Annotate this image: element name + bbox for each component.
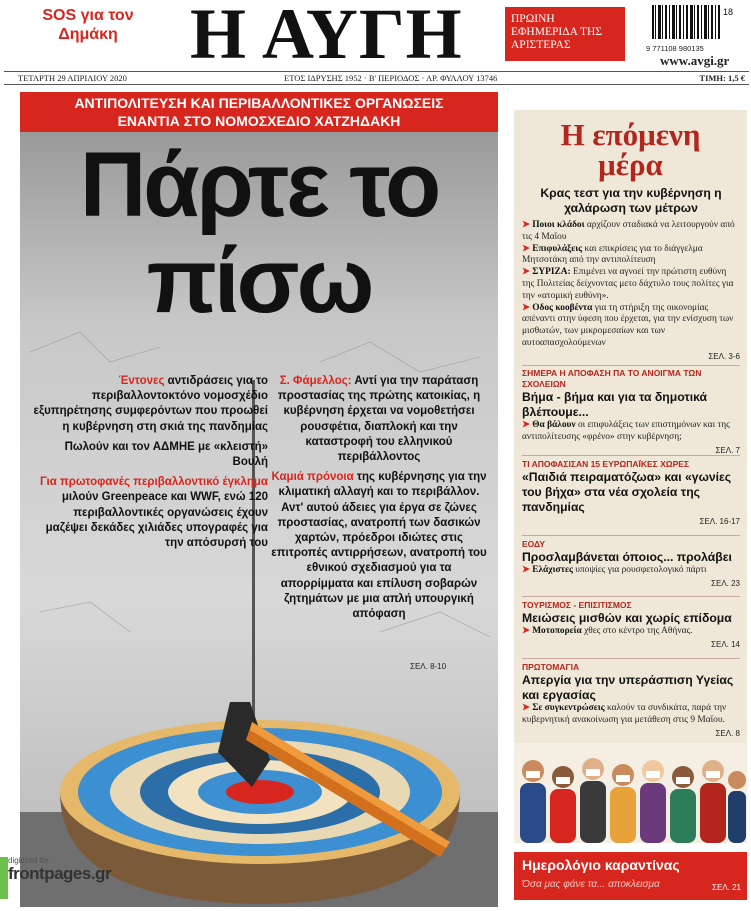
website-link[interactable]: www.avgi.gr <box>660 53 730 68</box>
quarantine-diary-box[interactable] <box>514 852 747 900</box>
frontpages-logo-bar <box>0 857 8 899</box>
story-3-pages: ΣΕΛ. 16-17 <box>699 517 740 526</box>
s1-b1-lead: Ποιοι κλάδοι <box>532 220 585 230</box>
story-5-pages: ΣΕΛ. 14 <box>711 639 740 649</box>
story-6-kicker: ΠΡΩΤΟΜΑΓΙΑ <box>522 662 580 672</box>
banner-line-2: ΕΝΑΝΤΙΑ ΣΤΟ ΝΟΜΟΣΧΕΔΙΟ ΧΑΤΖΗΔΑΚΗ <box>117 113 401 129</box>
lead-story[interactable] <box>20 132 498 907</box>
bullet-arrow-icon: ➤ <box>522 302 530 313</box>
s6-b1-text: καλούν τα συνδικάτα, παρά την κυβερνητική ανακοίνωση για μετάθεση στις 9 Μαΐου. <box>522 703 727 725</box>
s1-b4-lead: Οδος κοοβέντα <box>532 302 593 313</box>
sidebar-story-6[interactable] <box>522 662 740 738</box>
story-2-kicker: ΣΗΜΕΡΑ Η ΑΠΟΦΑΣΗ ΠΑ ΤΟ ΑΝΟΙΓΜΑ ΤΩΝ ΣΧΟΛΕΙΩΝ <box>522 368 702 389</box>
story-4-kicker: ΕΟΔΥ <box>522 539 546 549</box>
story-5-kicker: ΤΟΥΡΙΣΜΟΣ - ΕΠΙΣΙΤΙΣΜΟΣ <box>522 600 632 610</box>
right-p1-lead: Σ. Φάμελλος: <box>279 375 352 387</box>
s1-b4-text: για τη στήριξη της οικονομίας απέναντι στην ύφεση που έρχεται, για την ενίσχυση των μισθωτών, των μικρομεσαίων και των αυτοαπασχολούμενων <box>522 302 734 348</box>
story-3-kicker: ΤΙ ΑΠΟΦΑΣΙΣΑΝ 15 ΕΥΡΩΠΑΪΚΕΣ ΧΩΡΕΣ <box>522 459 690 469</box>
divider <box>522 365 740 366</box>
issue-info: ΕΤΟΣ ΙΔΡΥΣΗΣ 1952 · Β' ΠΕΡΙΟΔΟΣ · ΑΡ. ΦΥΛΛΟΥ 13746 <box>284 73 498 83</box>
digitized-label: digitized for <box>8 856 49 865</box>
story-1-body <box>522 220 740 350</box>
right-p2-lead: Καμιά πρόνοια <box>271 471 354 484</box>
divider <box>522 455 740 456</box>
s5-b1-lead: Μοτοπορεία <box>532 626 582 636</box>
sidebar-story-3[interactable] <box>522 459 740 526</box>
bullet-arrow-icon: ➤ <box>522 220 530 230</box>
issue-number: 18 <box>723 7 734 17</box>
lead-headline-line-2: πίσω <box>146 230 372 332</box>
story-4-body <box>522 565 740 577</box>
story-1-pages: ΣΕΛ. 3-6 <box>708 351 740 361</box>
right-p1-text: Αντί για την παράταση προστασίας της πρώτης κατοικίας, η κυβέρνηση έρχεται να νομοθετήσει ρουσφέτια, διαπλοκή και την καταστροφή του ελληνικού περιβάλλοντος <box>277 375 481 464</box>
story-6-headline: Απεργία για την υπεράσπιση Υγείας και εργασίας <box>522 673 734 702</box>
lead-pages: ΣΕΛ. 8-10 <box>410 662 447 671</box>
sidebar-next-day <box>514 110 747 843</box>
s2-b1-lead: Θα βάλουν <box>532 420 576 430</box>
newspaper-logo: Η ΑΥΓΗ <box>190 0 463 74</box>
story-6-body <box>522 703 740 727</box>
story-2-headline: Βήμα - βήμα και για τα δημοτικά βλέπουμε... <box>522 390 708 419</box>
sidebar-title-line-1: Η επόμενη <box>560 117 701 152</box>
bullet-arrow-icon: ➤ <box>522 420 530 430</box>
s6-b1-lead: Σε συγκεντρώσεις <box>532 703 605 713</box>
barcode-icon <box>650 5 742 43</box>
story-6-pages: ΣΕΛ. 8 <box>715 728 740 738</box>
sidebar-story-4[interactable] <box>522 539 740 588</box>
masked-people-illustration <box>514 743 747 843</box>
story-2-pages: ΣΕΛ. 7 <box>715 445 740 455</box>
left-p3-lead: Για πρωτοφανές περιβαλλοντικό έγκλημα <box>39 476 268 489</box>
sidebar-story-1[interactable] <box>522 186 740 361</box>
divider <box>522 535 740 536</box>
story-4-headline: Προσλαμβάνεται όποιος... προλάβει <box>522 550 732 564</box>
s1-b2-text: και επικρίσεις για το διάγγελμα Μητσοτάκη από την αντιπολίτευση <box>522 243 703 266</box>
right-p2-text: της κυβέρνησης για την κλιματική αλλαγή και το περιβάλλον. Αντ' αυτού άδειες για έργα σε ζώνες προστασίας, ανατροπή των δασικών χαρτών, πρόεδροι ιδιώτες στις επιτροπές αντιρρήσεων, ανατροπή του εθνικού σχεδιασμού για τα απορρίμματα και επίλυση σοβαρών ζητημάτων με μια απλή υπουργική απόφαση <box>271 471 487 621</box>
s4-b1-lead: Ελάχιστες <box>532 565 573 575</box>
story-2-body <box>522 420 740 444</box>
bullet-arrow-icon: ➤ <box>522 243 530 254</box>
left-p1-text: αντιδράσεις για το περιβαλλοντοκτόνο νομοσχέδιο εξυπηρέτησης συμφερόντων που προωθεί η κυβέρνηση στη σκιά της πανδημίας <box>33 375 268 433</box>
sidebar-story-5[interactable] <box>522 600 740 649</box>
s1-b2-lead: Επιφυλάξεις <box>532 243 583 254</box>
bullet-arrow-icon: ➤ <box>522 703 530 713</box>
sidebar-story-2[interactable] <box>522 368 740 455</box>
lead-headline-line-1: Πάρτε το <box>79 134 439 236</box>
story-4-pages: ΣΕΛ. 23 <box>711 578 740 588</box>
quarantine-diary-subtitle: Όσα μας φάνε τα... αποκλεισμα <box>522 879 660 890</box>
bullet-arrow-icon: ➤ <box>522 626 530 636</box>
divider <box>522 658 740 659</box>
lead-kicker-banner[interactable] <box>20 92 498 132</box>
left-p1-lead: Έντονες <box>118 375 165 387</box>
s2-b1-text: οι επιφυλάξεις των επιστημόνων και της αντιπολίτευσης «φρένο» στην κυβέρνηση; <box>522 420 730 442</box>
s1-b3-lead: ΣΥΡΙΖΑ: <box>532 267 571 278</box>
bullet-arrow-icon: ➤ <box>522 565 530 575</box>
story-5-body <box>522 626 740 638</box>
tagline-box: ΠΡΩΙΝΗ ΕΦΗΜΕΡΙΔΑ ΤΗΣ ΑΡΙΣΤΕΡΑΣ <box>505 7 625 61</box>
frontpages-brand[interactable]: frontpages.gr <box>8 864 112 883</box>
s4-b1-text: υποψίες για ρουσφετολογικό πάρτι <box>572 565 707 575</box>
story-5-headline: Μειώσεις μισθών και χωρίς επίδομα <box>522 611 732 625</box>
banner-line-1: ΑΝΤΙΠΟΛΙΤΕΥΣΗ ΚΑΙ ΠΕΡΙΒΑΛΛΟΝΤΙΚΕΣ ΟΡΓΑΝΩΣΕΙΣ <box>74 95 444 111</box>
promo-teaser[interactable]: SOS για τον Δημάκη <box>42 7 134 43</box>
dateline-bar <box>4 71 749 85</box>
divider <box>522 596 740 597</box>
left-p2-text: Πωλούν και τον ΑΔΜΗΕ με «κλειστή» Βουλή <box>64 440 268 469</box>
quarantine-diary-title: Ημερολόγιο καραντίνας <box>522 857 680 873</box>
left-p3-text: μιλούν Greenpeace και WWF, ενώ 120 περιβαλλοντικές οργανώσεις έχουν μαζέψει δεκάδες χιλιάδες υπογραφές για την απόσυρσή του <box>45 491 268 550</box>
sidebar-title-line-2: μέρα <box>598 147 663 182</box>
lead-left-column <box>30 374 268 556</box>
quarantine-diary-pages: ΣΕΛ. 21 <box>712 883 741 892</box>
s5-b1-text: χθες στο κέντρο της Αθήνας. <box>581 626 693 636</box>
story-1-headline: Κρας τεστ για την κυβέρνηση η χαλάρωση των μέτρων <box>540 186 722 215</box>
price: ΤΙΜΗ: 1,5 € <box>699 73 745 83</box>
story-3-headline: «Παιδιά πειραματόζωα» και «γωνίες του βήχα» στα νέα σχολεία της πανδημίας <box>522 470 732 514</box>
s1-b3-text: Επιμένει να αγνοεί την πρώτιστη ευθύνη της Πολιτείας δείχνοντας μετο δάχτυλο τους πολίτες για την «ατομική ευθύνη». <box>522 267 734 301</box>
bullet-arrow-icon: ➤ <box>522 267 530 278</box>
s1-b1-text: αρχίζουν σταδιακά να λειτουργούν από τις 4 Μαΐου <box>522 220 735 242</box>
lead-right-column <box>270 374 488 627</box>
issn-code: 9 771108 980135 <box>646 44 704 53</box>
issue-date: ΤΕΤΑΡΤΗ 29 ΑΠΡΙΛΙΟΥ 2020 <box>18 73 127 83</box>
